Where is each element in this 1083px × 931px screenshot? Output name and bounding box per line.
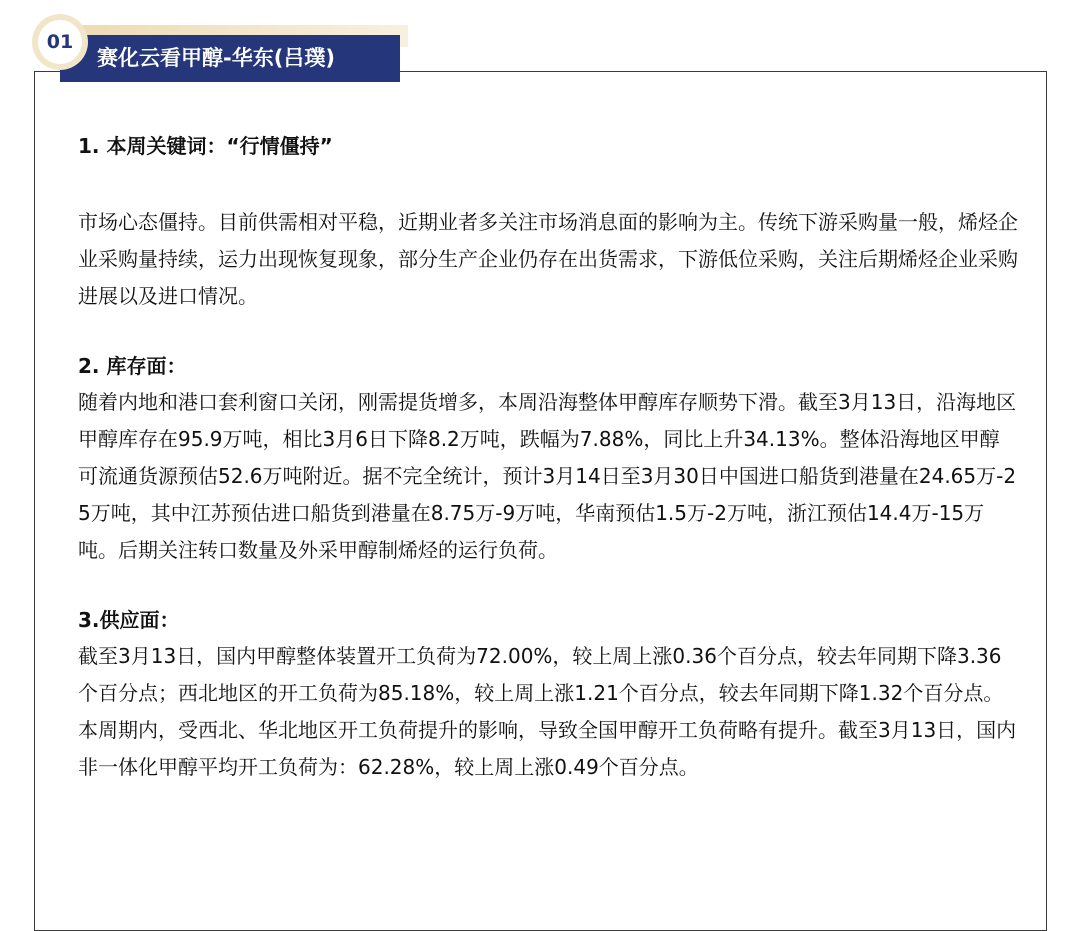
- section-number: 01: [46, 31, 74, 53]
- paragraph-supply: 截至3月13日，国内甲醇整体装置开工负荷为72.00%，较上周上涨0.36个百分点，较去年同期下降3.36个百分点；西北地区的开工负荷为85.18%，较上周上涨1.21个百分点，较去年同期下降1.32个百分点。本周期内，受西北、华北地区开工负荷提升的影响，导致全国甲醇开工负荷略有提升。截至3月13日，国内非一体化甲醇平均开工负荷为：62.28%，较上周上涨0.49个百分点。: [78, 644, 1017, 779]
- paragraph-inventory: 随着内地和港口套利窗口关闭，刚需提货增多，本周沿海整体甲醇库存顺势下滑。截至3月13日，沿海地区甲醇库存在95.9万吨，相比3月6日下降8.2万吨，跌幅为7.88%，同比上升34.13%。整体沿海地区甲醇可流通货源预估52.6万吨附近。据不完全统计，预计3月14日至3月30日中国进口船货到港量在24.65万-25万吨，其中江苏预估进口船货到港量在8.75万-9万吨，华南预估1.5万-2万吨，浙江预估14.4万-15万吨。后期关注转口数量及外采甲醇制烯烃的运行负荷。: [78, 390, 1017, 562]
- heading-supply: 3.供应面：: [78, 608, 180, 632]
- heading-inventory: 2. 库存面：: [78, 354, 187, 378]
- heading-keyword: 1. 本周关键词：“行情僵持”: [78, 134, 333, 158]
- paragraph-market-sentiment: 市场心态僵持。目前供需相对平稳，近期业者多关注市场消息面的影响为主。传统下游采购量一般，烯烃企业采购量持续，运力出现恢复现象，部分生产企业仍存在出货需求，下游低位采购，关注后期烯烃企业采购进展以及进口情况。: [78, 210, 1018, 308]
- section-title: 赛化云看甲醇-华东(吕璞): [97, 46, 335, 70]
- article-body: [78, 128, 1018, 786]
